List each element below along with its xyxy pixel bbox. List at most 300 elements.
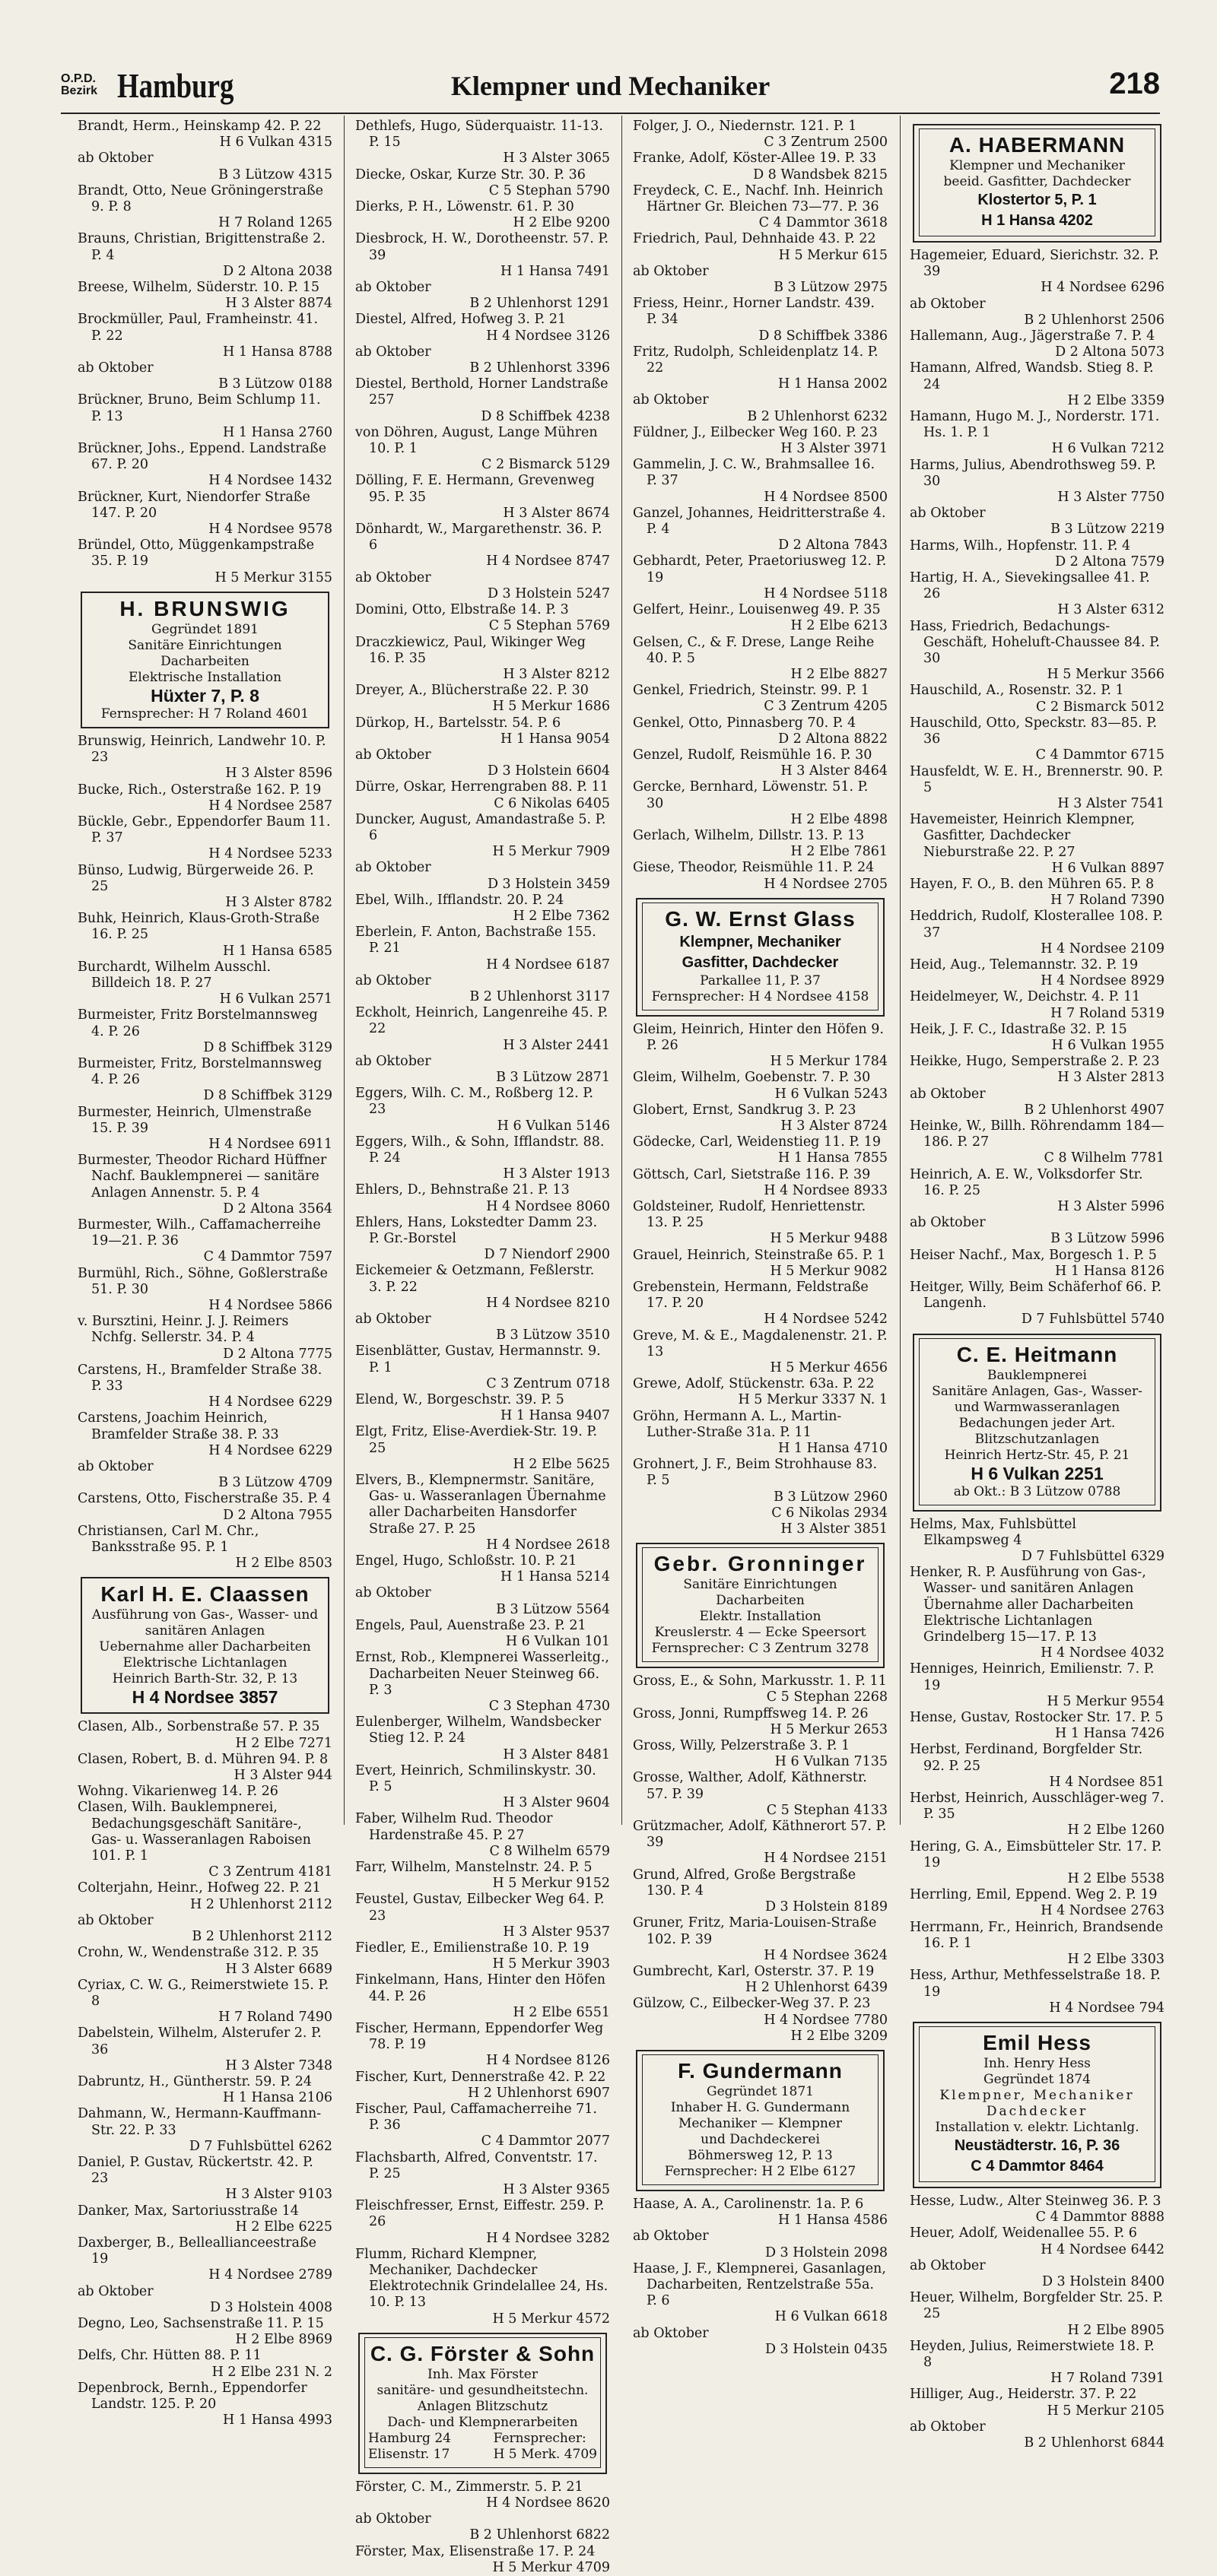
ad-address: Neustädterstr. 16, P. 36 xyxy=(954,2137,1120,2154)
entry-phone: H 3 Alster 6312 xyxy=(1057,602,1165,618)
directory-entry xyxy=(355,2021,610,2070)
entry-text: Hilliger, Aug., Heiderstr. 37. P. 22 xyxy=(910,2387,1137,2403)
directory-entry xyxy=(355,425,610,474)
entry-phone: H 5 Merkur 3337 N. 1 xyxy=(738,1392,888,1408)
directory-entry xyxy=(910,458,1165,506)
entry-phone: H 4 Nordsee 8933 xyxy=(764,1182,888,1198)
entry-text: Haase, A. A., Carolinenstr. 1a. P. 6 xyxy=(633,2196,864,2212)
entry-text: Herrmann, Fr., Heinrich, Brandsende 16. P. 1 xyxy=(910,1919,1164,1951)
entry-text: Herrling, Emil, Eppend. Weg 2. P. 19 xyxy=(910,1887,1158,1903)
entry-text: Dabruntz, H., Güntherstr. 59. P. 24 xyxy=(78,2073,313,2089)
entry-text: ab Oktober xyxy=(355,747,431,763)
directory-entry xyxy=(633,264,888,296)
entry-text: ab Oktober xyxy=(910,2257,986,2273)
entry-text: Brockmüller, Paul, Framheinstr. 41. P. 22 xyxy=(78,312,319,344)
entry-phone: C 3 Zentrum 4205 xyxy=(764,699,888,715)
entry-text: Fritz, Rudolph, Schleidenplatz 14. P. 22 xyxy=(633,344,879,376)
ad-line: Bauklempnerei xyxy=(987,1367,1087,1383)
entry-text: Dierks, P. H., Löwenstr. 61. P. 30 xyxy=(355,199,574,215)
directory-entry xyxy=(633,2197,888,2229)
entry-phone: C 3 Zentrum 2500 xyxy=(764,135,888,151)
directory-entry xyxy=(910,989,1165,1021)
ad-heitmann xyxy=(913,1334,1161,1512)
page-number: 218 xyxy=(1109,67,1160,100)
entry-phone: H 1 Hansa 9054 xyxy=(500,731,610,747)
entry-text: Haase, J. F., Klempnerei, Gasanlagen, Dacharbeiten, Rentzelstraße 55a. P. 6 xyxy=(633,2260,886,2309)
directory-entry xyxy=(78,1153,332,1217)
directory-entry xyxy=(910,538,1165,570)
directory-entry xyxy=(910,2225,1165,2257)
ad-name: A. HABERMANN xyxy=(948,133,1126,157)
entry-text: Folger, J. O., Niedernstr. 121. P. 1 xyxy=(633,119,857,134)
entry-text: Eulenberger, Wilhelm, Wandsbecker Stieg 12. P. 24 xyxy=(355,1715,602,1746)
ad-line: Kreuslerstr. 4 — Ecke Speersort xyxy=(654,1625,866,1641)
ad-address: Klostertor 5, P. 1 xyxy=(977,192,1097,208)
entry-phone: H 4 Nordsee 4032 xyxy=(1041,1645,1165,1661)
directory-entry xyxy=(633,1102,888,1134)
entry-text: Ehlers, D., Behnstraße 21. P. 13 xyxy=(355,1182,570,1198)
ad-foerster xyxy=(358,2333,607,2474)
column-divider xyxy=(900,116,901,1825)
entry-text: Daxberger, B., Belleallianceestraße 19 xyxy=(78,2235,317,2267)
ad-glass xyxy=(636,898,885,1017)
entry-text: Hess, Arthur, Methfesselstraße 18. P. 19 xyxy=(910,1968,1161,2000)
directory-entry xyxy=(633,635,888,684)
entry-text: ab Oktober xyxy=(78,1912,154,1928)
entry-phone: H 3 Alster 9537 xyxy=(503,1924,610,1940)
entry-text: Duncker, August, Amandastraße 5. P. 6 xyxy=(355,811,606,843)
page-title: Klempner und Mechaniker xyxy=(450,71,771,101)
entry-text: Herbst, Heinrich, Ausschläger-weg 7. P. 35 xyxy=(910,1791,1165,1823)
entry-text: ab Oktober xyxy=(355,1312,431,1328)
entry-text: Eckholt, Heinrich, Langenreihe 45. P. 22 xyxy=(355,1005,608,1037)
entry-phone: H 1 Hansa 5214 xyxy=(500,1569,610,1585)
entry-phone: B 2 Uhlenhorst 1291 xyxy=(469,296,610,312)
column-3 xyxy=(633,119,888,2358)
entry-text: Heidelmeyer, W., Deichstr. 4. P. 11 xyxy=(910,989,1141,1005)
entry-phone: H 1 Hansa 9407 xyxy=(500,1408,610,1424)
entry-phone: H 3 Alster 8782 xyxy=(225,894,332,910)
ad-line: Parkallee 11, P. 37 xyxy=(700,972,821,988)
ad-hess xyxy=(913,2022,1161,2188)
directory-entry xyxy=(910,683,1165,715)
directory-entry xyxy=(633,1409,888,1458)
entry-phone: H 3 Alster 2813 xyxy=(1057,1070,1165,1086)
ad-line: Gegründet 1871 xyxy=(707,2083,814,2099)
directory-entry xyxy=(78,1105,332,1153)
entry-text: Heuer, Adolf, Weidenallee 55. P. 6 xyxy=(910,2225,1137,2241)
entry-phone: D 8 Schiffbek 3129 xyxy=(203,1088,332,1104)
entry-text: Hallemann, Aug., Jägerstraße 7. P. 4 xyxy=(910,328,1155,344)
directory-entry xyxy=(78,151,332,182)
entry-list xyxy=(78,1719,332,2428)
entry-text: Carstens, Otto, Fischerstraße 35. P. 4 xyxy=(78,1491,331,1507)
entry-phone: D 8 Schiffbek 3386 xyxy=(758,328,888,344)
entry-phone: H 7 Roland 7390 xyxy=(1050,893,1165,909)
entry-phone: H 5 Merkur 9082 xyxy=(770,1263,888,1279)
entry-text: ab Oktober xyxy=(355,860,431,876)
entry-text: Burmeister, Fritz, Borstelmannsweg 4. P. 26 xyxy=(78,1055,323,1088)
directory-entry xyxy=(355,715,610,747)
directory-entry xyxy=(910,1742,1165,1791)
directory-entry xyxy=(633,1248,888,1280)
entry-text: Gelfert, Heinr., Louisenweg 49. P. 35 xyxy=(633,602,881,618)
entry-phone: H 1 Hansa 7491 xyxy=(500,263,610,279)
directory-entry xyxy=(633,1134,888,1166)
entry-text: Feustel, Gustav, Eilbecker Weg 64. P. 23 xyxy=(355,1892,605,1924)
entry-phone: H 3 Alster 3065 xyxy=(503,151,610,167)
entry-phone: H 3 Alster 6689 xyxy=(225,1961,332,1977)
entry-text: Farr, Wilhelm, Manstelnstr. 24. P. 5 xyxy=(355,1859,593,1875)
ad-name: Gebr. Gronninger xyxy=(653,1552,867,1576)
entry-text: ab Oktober xyxy=(633,2325,709,2341)
directory-entry xyxy=(355,1811,610,1860)
entry-phone: H 5 Merkur 4572 xyxy=(492,2311,610,2327)
directory-entry xyxy=(910,1968,1165,2016)
entry-phone: H 7 Roland 5319 xyxy=(1050,1005,1165,1021)
entry-text: Daniel, P. Gustav, Rückertstr. 42. P. 23 xyxy=(78,2154,313,2187)
entry-list xyxy=(910,248,1165,1328)
entry-text: Herbst, Ferdinand, Borgfelder Str. 92. P. 25 xyxy=(910,1742,1143,1774)
entry-text: ab Oktober xyxy=(355,280,431,296)
directory-entry xyxy=(78,1880,332,1912)
entry-text: Dürkop, H., Bartelsstr. 54. P. 6 xyxy=(355,715,561,731)
entry-text: Gercke, Bernhard, Löwenstr. 51. P. 30 xyxy=(633,779,869,811)
entry-phone: C 4 Dammtor 7597 xyxy=(203,1249,332,1265)
entry-list xyxy=(633,1022,888,1538)
entry-phone: H 4 Nordsee 3126 xyxy=(486,328,610,344)
ad-claassen xyxy=(81,1577,329,1714)
directory-entry xyxy=(78,2316,332,2348)
entry-text: Breese, Wilhelm, Süderstr. 10. P. 15 xyxy=(78,280,319,296)
entry-phone: H 4 Nordsee 2789 xyxy=(208,2267,332,2283)
entry-phone: H 1 Hansa 2760 xyxy=(223,424,332,440)
directory-entry xyxy=(910,1280,1165,1328)
directory-entry xyxy=(78,1945,332,1977)
entry-text: Burmühl, Rich., Söhne, Goßlerstraße 51. P. 30 xyxy=(78,1265,328,1297)
entry-phone: H 3 Alster 5996 xyxy=(1057,1198,1165,1214)
entry-phone: H 2 Elbe 7271 xyxy=(235,1735,332,1751)
entry-text: Henniges, Heinrich, Emilienstr. 7. P. 19 xyxy=(910,1661,1155,1693)
directory-entry xyxy=(355,167,610,199)
entry-text: Christiansen, Carl M. Chr., Banksstraße 95. P. 1 xyxy=(78,1523,259,1556)
entry-text: Bückle, Gebr., Eppendorfer Baum 11. P. 37 xyxy=(78,814,331,846)
directory-entry xyxy=(910,248,1165,297)
directory-entry xyxy=(633,1770,888,1819)
entry-phone: H 2 Elbe 1260 xyxy=(1067,1823,1165,1838)
ad-name: H. BRUNSWIG xyxy=(119,596,291,620)
ad-line: Klempner, Mechaniker xyxy=(939,2087,1135,2103)
directory-entry xyxy=(78,2284,332,2316)
entry-text: Grohnert, J. F., Beim Strohhause 83. P. 5 xyxy=(633,1457,878,1489)
ad-address: Hamburg 24 Elisenstr. 17 xyxy=(368,2430,451,2462)
directory-entry xyxy=(355,1182,610,1214)
directory-entry xyxy=(633,392,888,424)
entry-phone: H 2 Elbe 3303 xyxy=(1067,1952,1165,1968)
entry-phone: C 4 Dammtor 6715 xyxy=(1035,747,1165,763)
directory-entry xyxy=(355,1650,610,1715)
directory-entry xyxy=(78,1719,332,1751)
entry-text: Hense, Gustav, Rostocker Str. 17. P. 5 xyxy=(910,1710,1164,1726)
directory-entry xyxy=(633,1819,888,1867)
entry-text: Brückner, Bruno, Beim Schlump 11. P. 13 xyxy=(78,392,321,424)
entry-text: Grosse, Walther, Adolf, Käthnerstr. 57. P. 39 xyxy=(633,1770,867,1802)
entry-phone: H 6 Vulkan 6618 xyxy=(774,2309,888,2325)
entry-phone: B 3 Lützow 2871 xyxy=(496,1069,610,1085)
directory-entry xyxy=(78,1800,332,1880)
entry-phone: H 5 Merkur 9488 xyxy=(770,1231,888,1247)
ad-line: Dacharbeiten xyxy=(160,653,249,669)
ad-name: Emil Hess xyxy=(983,2030,1091,2054)
directory-entry xyxy=(78,2155,332,2203)
entry-text: Grauel, Heinrich, Steinstraße 65. P. 1 xyxy=(633,1247,886,1263)
entry-text: Hamann, Alfred, Wandsb. Stieg 8. P. 24 xyxy=(910,360,1154,392)
entry-phone: H 5 Merkur 615 xyxy=(778,247,888,263)
directory-entry xyxy=(78,2026,332,2074)
directory-entry xyxy=(355,2150,610,2199)
entry-phone: C 2 Bismarck 5012 xyxy=(1036,699,1165,715)
entry-text: Elvers, B., Klempnermstr. Sanitäre, Gas- u. Wasseranlagen Übernahme aller Dacharbeiten Hansdorfer Straße 27. P. 25 xyxy=(355,1473,606,1537)
entry-phone: H 4 Nordsee 2587 xyxy=(208,798,332,814)
entry-phone: H 4 Nordsee 5233 xyxy=(208,846,332,862)
directory-entry xyxy=(78,183,332,232)
ad-line: Elektrische Installation xyxy=(128,669,282,685)
entry-text: Greve, M. & E., Magdalenenstr. 21. P. 13 xyxy=(633,1328,888,1359)
directory-entry xyxy=(633,1964,888,1996)
directory-entry xyxy=(78,1978,332,2026)
directory-entry xyxy=(633,344,888,393)
directory-entry xyxy=(633,2229,888,2260)
directory-entry xyxy=(910,1022,1165,1054)
entry-phone: D 2 Altona 3564 xyxy=(223,1201,332,1217)
entry-phone: D 2 Altona 7955 xyxy=(223,1507,332,1523)
entry-phone: H 4 Nordsee 2109 xyxy=(1041,941,1165,956)
entry-text: Gross, Willy, Pelzerstraße 3. P. 1 xyxy=(633,1738,850,1754)
entry-text: Draczkiewicz, Paul, Wikinger Weg 16. P. 35 xyxy=(355,634,586,666)
column-1 xyxy=(78,119,332,2428)
entry-text: Flumm, Richard Klempner, Mechaniker, Dachdecker Elektrotechnik Grindelallee 24, Hs. 10. P. 13 xyxy=(355,2246,608,2311)
entry-phone: H 2 Elbe 7861 xyxy=(790,844,888,860)
entry-text: Diesbrock, H. W., Dorotheenstr. 57. P. 39 xyxy=(355,231,609,263)
entry-text: Dethlefs, Hugo, Süderquaistr. 11-13. P. 15 xyxy=(355,119,603,151)
entry-text: Gross, Jonni, Rumpffsweg 14. P. 26 xyxy=(633,1705,869,1721)
entry-text: Eickemeier & Oetzmann, Feßlerstr. 3. P. 22 xyxy=(355,1263,595,1295)
entry-phone: D 7 Fuhlsbüttel 6329 xyxy=(1021,1549,1165,1565)
directory-entry xyxy=(355,2102,610,2150)
entry-text: Fischer, Hermann, Eppendorfer Weg 78. P. 19 xyxy=(355,2020,604,2053)
entry-phone: H 5 Merkur 3903 xyxy=(492,1956,610,1972)
entry-phone: H 2 Elbe 6551 xyxy=(513,2004,610,2020)
entry-text: ab Oktober xyxy=(78,2283,154,2299)
entry-text: Genkel, Otto, Pinnasberg 70. P. 4 xyxy=(633,715,856,731)
directory-entry xyxy=(78,1913,332,1945)
directory-entry xyxy=(355,1134,610,1183)
entry-text: Heddrich, Rudolf, Klosterallee 108. P. 37 xyxy=(910,909,1164,941)
entry-phone: D 2 Altona 7843 xyxy=(778,538,888,554)
entry-phone: H 4 Nordsee 851 xyxy=(1049,1774,1165,1790)
entry-text: Gumbrecht, Karl, Osterstr. 37. P. 19 xyxy=(633,1963,875,1979)
ad-line: Inh. Henry Hess xyxy=(983,2055,1091,2071)
entry-text: Heid, Aug., Telemannstr. 32. P. 19 xyxy=(910,956,1139,972)
directory-entry xyxy=(355,2544,610,2576)
entry-text: Gleim, Wilhelm, Goebenstr. 7. P. 30 xyxy=(633,1070,871,1086)
entry-phone: H 4 Nordsee 5118 xyxy=(764,585,888,601)
entry-phone: D 3 Holstein 8189 xyxy=(764,1899,888,1915)
entry-text: Gammelin, J. C. W., Brahmsallee 16. P. 37 xyxy=(633,457,875,489)
ad-line: Inh. Max Förster xyxy=(427,2366,538,2382)
directory-entry xyxy=(910,1791,1165,1839)
entry-phone: C 6 Nikolas 2934 xyxy=(771,1505,888,1521)
directory-entry xyxy=(355,925,610,973)
entry-text: Füldner, J., Eilbecker Weg 160. P. 23 xyxy=(633,424,878,440)
entry-phone: H 3 Alster 1913 xyxy=(503,1166,610,1182)
entry-phone: B 3 Lützow 2960 xyxy=(774,1489,888,1505)
entry-text: Dahmann, W., Hermann-Kauffmann-Str. 22. P. 33 xyxy=(78,2106,322,2138)
entry-phone: H 7 Roland 7391 xyxy=(1050,2371,1165,2387)
directory-entry xyxy=(355,602,610,634)
directory-entry xyxy=(633,1867,888,1916)
directory-entry xyxy=(78,863,332,912)
entry-phone: H 3 Alster 944 xyxy=(234,1768,332,1784)
entry-phone: D 2 Altona 7775 xyxy=(223,1346,332,1362)
entry-text: Fleischfresser, Ernst, Eiffestr. 259. P. 26 xyxy=(355,2198,605,2230)
directory-entry xyxy=(633,747,888,779)
entry-phone: D 3 Holstein 0435 xyxy=(764,2341,888,2357)
entry-phone: D 3 Holstein 5247 xyxy=(487,585,610,601)
directory-entry xyxy=(633,860,888,892)
entry-text: Göttsch, Carl, Sietstraße 116. P. 39 xyxy=(633,1166,871,1182)
entry-phone: H 2 Elbe 6213 xyxy=(790,618,888,634)
directory-entry xyxy=(355,2511,610,2543)
entry-phone: C 4 Dammtor 8888 xyxy=(1035,2210,1165,2225)
directory-entry xyxy=(355,1553,610,1585)
entry-text: Eggers, Wilh., & Sohn, Ifflandstr. 88. P. 24 xyxy=(355,1134,605,1166)
entry-text: Diestel, Berthold, Horner Landstraße 257 xyxy=(355,376,608,408)
ad-line: und Dachdeckerei xyxy=(701,2131,820,2147)
entry-text: Harms, Julius, Abendrothsweg 59. P. 30 xyxy=(910,457,1156,489)
directory-entry xyxy=(910,764,1165,813)
directory-entry xyxy=(78,280,332,312)
ad-line: Sanitäre Anlagen, Gas-, Wasser- und Warmwasseranlagen xyxy=(932,1383,1142,1415)
entry-text: Burmester, Heinrich, Ulmenstraße 15. P. 39 xyxy=(78,1104,312,1136)
entry-text: ab Oktober xyxy=(78,360,154,376)
ad-line: Klempner, Mechaniker xyxy=(679,933,841,950)
entry-text: Burmeister, Fritz Borstelmannsweg 4. P. 26 xyxy=(78,1007,318,1039)
entry-text: Brauns, Christian, Brigittenstraße 2. P. 4 xyxy=(78,231,326,263)
ad-line: Sanitäre Einrichtungen xyxy=(128,637,282,653)
entry-phone: D 7 Niendorf 2900 xyxy=(484,1247,610,1263)
entry-text: Engels, Paul, Auenstraße 23. P. 21 xyxy=(355,1617,586,1633)
entry-text: ab Oktober xyxy=(355,1053,431,1069)
entry-phone: B 2 Uhlenhorst 2112 xyxy=(192,1929,332,1945)
entry-phone: H 4 Nordsee 9578 xyxy=(208,522,332,538)
entry-phone: C 5 Stephan 5769 xyxy=(488,618,610,634)
entry-list xyxy=(355,2479,610,2576)
entry-text: ab Oktober xyxy=(355,1585,431,1601)
directory-entry xyxy=(633,119,888,151)
entry-text: Giese, Theodor, Reismühle 11. P. 24 xyxy=(633,860,875,876)
ad-line: Inhaber H. G. Gundermann xyxy=(670,2099,850,2115)
entry-phone: H 3 Alster 8596 xyxy=(225,766,332,782)
ad-phone: Fernsprecher: H 4 Nordsee 4158 xyxy=(651,988,869,1004)
entry-phone: H 2 Elbe 6225 xyxy=(235,2219,332,2235)
ad-line: Bedachungen jeder Art. Blitzschutzanlagen xyxy=(958,1415,1116,1447)
entry-phone: D 2 Altona 8822 xyxy=(778,731,888,747)
ad-phone: H 1 Hansa 4202 xyxy=(981,212,1093,229)
entry-text: ab Oktober xyxy=(910,296,986,312)
directory-entry xyxy=(910,1118,1165,1167)
ad-line: ab Okt.: B 3 Lützow 0788 xyxy=(953,1483,1121,1499)
entry-text: Flachsbarth, Alfred, Conventstr. 17. P. 25 xyxy=(355,2149,598,2181)
entry-phone: H 5 Merkur 1784 xyxy=(770,1054,888,1070)
entry-text: Elgt, Fritz, Elise-Averdiek-Str. 19. P. 25 xyxy=(355,1424,598,1456)
entry-phone: B 3 Lützow 3510 xyxy=(496,1328,610,1344)
entry-phone: H 3 Alster 8724 xyxy=(780,1118,888,1134)
directory-entry xyxy=(633,457,888,506)
entry-phone: H 3 Alster 3971 xyxy=(780,441,888,457)
entry-text: Delfs, Chr. Hütten 88. P. 11 xyxy=(78,2348,262,2364)
directory-entry xyxy=(355,2247,610,2327)
entry-text: Hass, Friedrich, Bedachungs-Geschäft, Hoheluft-Chaussee 84. P. 30 xyxy=(910,618,1160,667)
directory-entry xyxy=(910,2290,1165,2339)
entry-phone: H 2 Elbe 9200 xyxy=(513,215,610,231)
directory-entry xyxy=(633,1457,888,1505)
entry-phone: C 4 Dammtor 2077 xyxy=(481,2133,610,2149)
entry-phone: H 3 Alster 9103 xyxy=(225,2187,332,2203)
entry-phone: D 3 Holstein 6604 xyxy=(487,763,610,779)
directory-entry xyxy=(78,1459,332,1491)
ad-phone: Fernsprecher: C 3 Zentrum 3278 xyxy=(651,1641,869,1657)
entry-phone: B 3 Lützow 4315 xyxy=(218,167,332,182)
ad-phone: H 4 Nordsee 3857 xyxy=(132,1687,278,1708)
entry-phone: H 3 Alster 7541 xyxy=(1057,795,1165,811)
entry-text: Heinke, W., Billh. Röhrendamm 184—186. P. 27 xyxy=(910,1118,1165,1150)
directory-entry xyxy=(355,1424,610,1473)
directory-entry xyxy=(78,1524,332,1572)
entry-phone: D 3 Holstein 2098 xyxy=(764,2244,888,2260)
directory-entry xyxy=(78,911,332,960)
directory-entry xyxy=(355,280,610,312)
directory-entry xyxy=(910,409,1165,458)
entry-text: Brückner, Kurt, Niendorfer Straße 147. P. 20 xyxy=(78,489,310,521)
entry-phone: D 3 Holstein 8400 xyxy=(1041,2273,1165,2289)
directory-entry xyxy=(633,425,888,457)
entry-text: Bünso, Ludwig, Bürgerweide 26. P. 25 xyxy=(78,862,314,894)
directory-entry xyxy=(78,2235,332,2284)
entry-phone: H 4 Nordsee 6187 xyxy=(486,956,610,972)
entry-text: ab Oktober xyxy=(633,2229,709,2244)
entry-phone: C 4 Dammtor 3618 xyxy=(758,215,888,231)
directory-entry xyxy=(355,2070,610,2102)
ad-line: Installation v. elektr. Lichtanlg. xyxy=(935,2119,1139,2135)
directory-entry xyxy=(910,1565,1165,1661)
entry-phone: H 3 Alster 3851 xyxy=(780,1521,888,1537)
entry-text: Ganzel, Johannes, Heidritterstraße 4. P. 4 xyxy=(633,505,886,538)
entry-text: Dölling, F. E. Hermann, Grevenweg 95. P. 35 xyxy=(355,473,595,505)
entry-phone: C 5 Stephan 4133 xyxy=(766,1802,888,1818)
entry-phone: H 1 Hansa 8788 xyxy=(223,344,332,360)
directory-entry xyxy=(355,1972,610,2021)
entry-phone: B 3 Lützow 5564 xyxy=(496,1601,610,1617)
entry-text: ab Oktober xyxy=(355,569,431,585)
entry-text: Degno, Leo, Sachsenstraße 11. P. 15 xyxy=(78,2315,324,2331)
directory-entry xyxy=(355,344,610,376)
directory-entry xyxy=(78,392,332,441)
ad-name: C. E. Heitmann xyxy=(956,1342,1118,1366)
entry-text: Gerlach, Wilhelm, Dillstr. 13. P. 13 xyxy=(633,827,865,843)
entry-list xyxy=(355,119,610,2327)
entry-phone: H 4 Nordsee 8500 xyxy=(764,489,888,505)
